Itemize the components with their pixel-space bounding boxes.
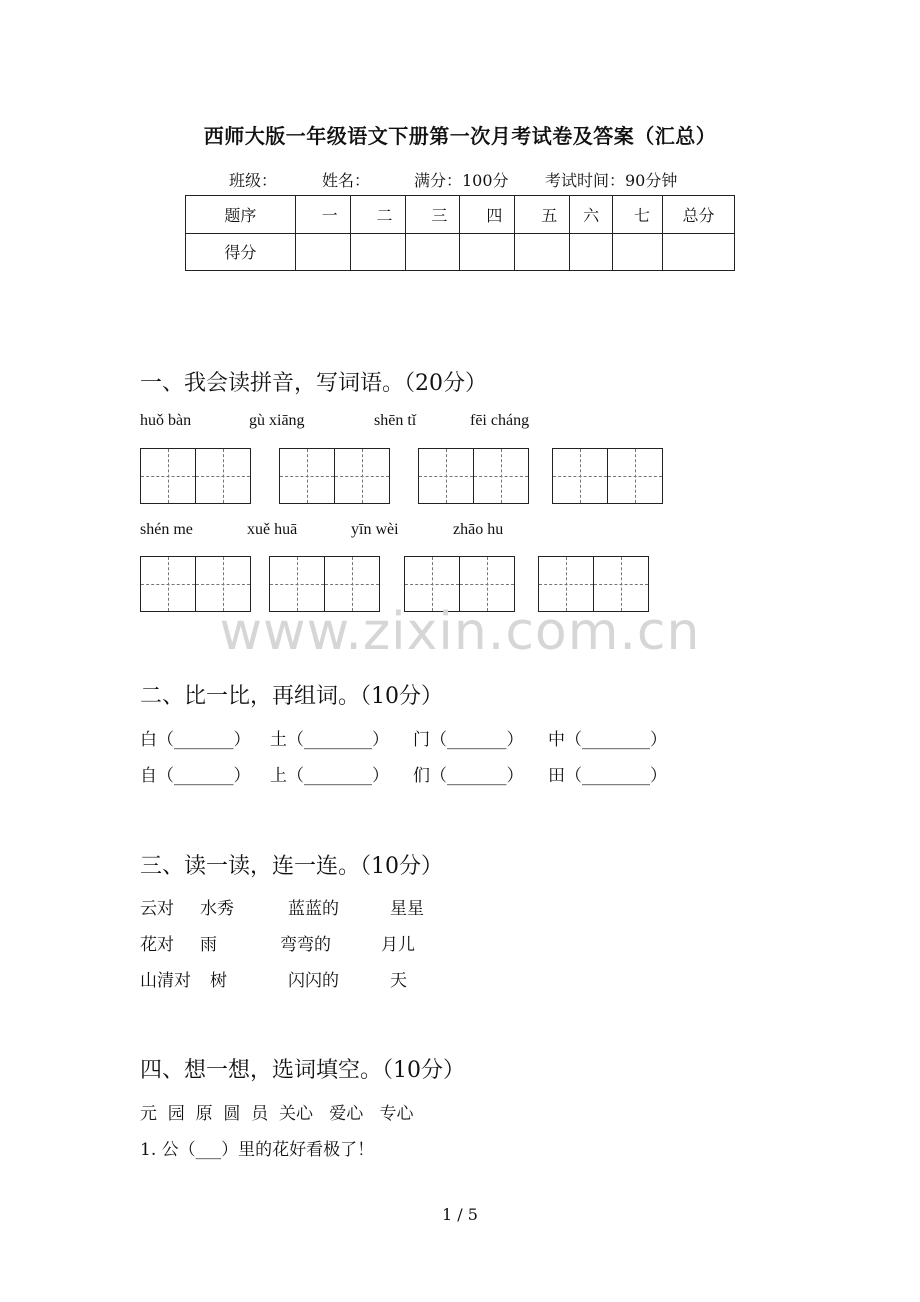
match-item: 蓝蓝的 xyxy=(288,899,339,919)
match-item: 弯弯的 xyxy=(280,935,331,955)
document-title: 西师大版一年级语文下册第一次月考试卷及答案（汇总） xyxy=(203,124,717,148)
page-number: 1 / 5 xyxy=(442,1205,478,1224)
table-cell: 得分 xyxy=(186,233,296,271)
match-item: 月儿 xyxy=(381,935,415,955)
match-item: 山清对 xyxy=(140,971,191,991)
table-cell: 七 xyxy=(613,196,663,234)
score-input-cell[interactable] xyxy=(663,233,735,271)
pinyin-label: xuě huā xyxy=(247,521,298,538)
match-item: 闪闪的 xyxy=(288,971,339,991)
compare-item: 中（________） xyxy=(548,730,667,750)
word-bank: 元 园 原 圆 员 关心 爱心 专心 xyxy=(140,1104,414,1124)
score-input-cell[interactable] xyxy=(570,233,613,271)
writing-grid[interactable] xyxy=(279,448,390,504)
score-table-header-row xyxy=(186,196,735,234)
match-item: 花对 xyxy=(140,935,174,955)
exam-time-label: 考试时间：90分钟 xyxy=(545,171,678,190)
pinyin-label: fēi cháng xyxy=(470,412,530,429)
pinyin-label: gù xiāng xyxy=(249,412,305,429)
class-label: 班级： xyxy=(229,171,278,190)
section-3-heading: 三、读一读，连一连。（10分） xyxy=(140,854,443,879)
match-item: 树 xyxy=(210,971,227,991)
table-cell: 四 xyxy=(460,196,515,234)
writing-grid[interactable] xyxy=(140,448,251,504)
compare-item: 田（________） xyxy=(548,766,667,786)
compare-item: 自（_______） xyxy=(140,766,251,786)
match-item: 天 xyxy=(390,971,407,991)
match-item: 水秀 xyxy=(200,899,234,919)
score-input-cell[interactable] xyxy=(350,233,405,271)
compare-item: 们（_______） xyxy=(413,766,524,786)
section-2-heading: 二、比一比，再组词。（10分） xyxy=(140,684,443,709)
score-input-cell[interactable] xyxy=(613,233,663,271)
table-cell: 三 xyxy=(405,196,460,234)
pinyin-label: zhāo hu xyxy=(453,521,504,538)
compare-item: 上（________） xyxy=(270,766,389,786)
section-4-heading: 四、想一想，选词填空。（10分） xyxy=(140,1058,465,1083)
compare-item: 白（_______） xyxy=(140,730,251,750)
pinyin-label: yīn wèi xyxy=(351,521,399,538)
score-input-cell[interactable] xyxy=(295,233,350,271)
compare-item: 门（_______） xyxy=(413,730,524,750)
pinyin-label: shēn tǐ xyxy=(374,412,417,429)
table-cell: 六 xyxy=(570,196,613,234)
table-cell: 题序 xyxy=(186,196,296,234)
score-input-cell[interactable] xyxy=(405,233,460,271)
score-table-score-row xyxy=(186,233,735,271)
compare-item: 土（________） xyxy=(270,730,389,750)
watermark: www.zixin.com.cn xyxy=(219,602,701,662)
score-input-cell[interactable] xyxy=(460,233,515,271)
table-cell: 五 xyxy=(515,196,570,234)
writing-grid[interactable] xyxy=(552,448,663,504)
name-label: 姓名： xyxy=(322,171,371,190)
table-cell: 总分 xyxy=(663,196,735,234)
pinyin-label: huǒ bàn xyxy=(140,412,192,429)
question-1: 1. 公（___）里的花好看极了！ xyxy=(140,1140,375,1160)
score-input-cell[interactable] xyxy=(515,233,570,271)
pinyin-label: shén me xyxy=(140,521,193,538)
table-cell: 一 xyxy=(295,196,350,234)
match-item: 雨 xyxy=(200,935,217,955)
writing-grid[interactable] xyxy=(418,448,529,504)
score-table xyxy=(185,195,735,271)
table-cell: 二 xyxy=(350,196,405,234)
section-1-heading: 一、我会读拼音，写词语。（20分） xyxy=(140,371,487,396)
match-item: 云对 xyxy=(140,899,174,919)
full-score-label: 满分：100分 xyxy=(414,171,509,190)
match-item: 星星 xyxy=(390,899,424,919)
